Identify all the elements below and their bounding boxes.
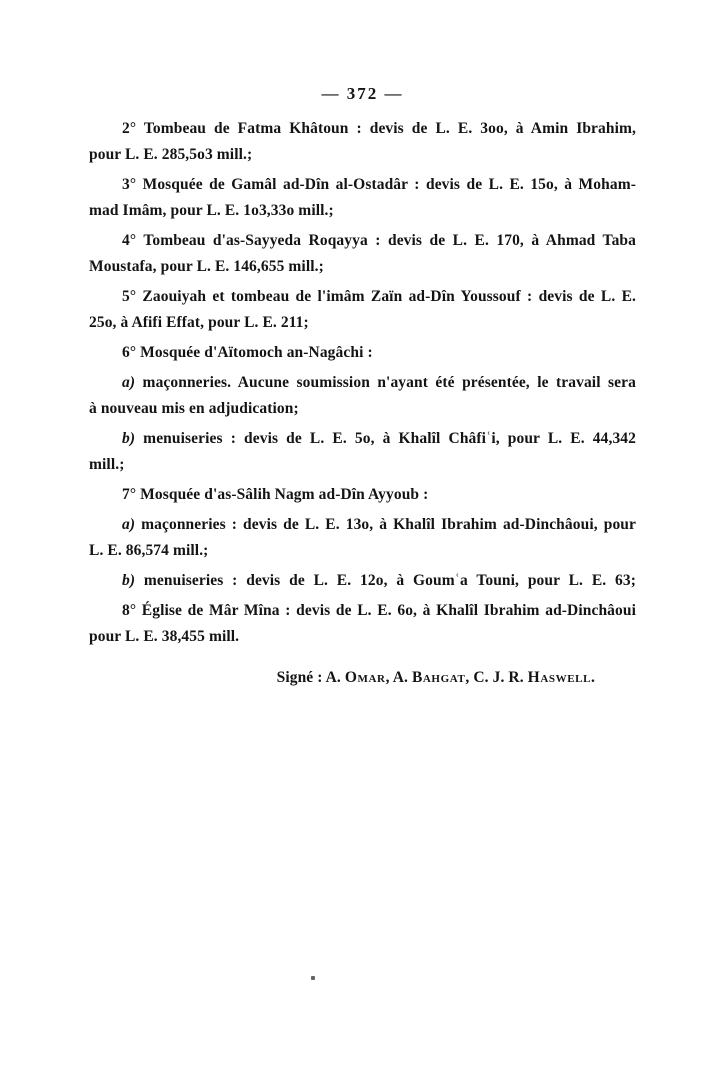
text-line: à nouveau mis en adjudication; [89,400,299,417]
text-line: 8° Église de Mâr Mîna : devis de L. E. 6o, à Khalîl Ibrahim ad-Dinchâoui [122,602,636,619]
text-line: a) maçonneries : devis de L. E. 13o, à Khalîl Ibrahim ad-Dinchâoui, pour [122,516,636,533]
paragraph [89,568,636,594]
text-line: b) menuiseries : devis de L. E. 5o, à Khalîl Châfiʿi, pour L. E. 44,342 [122,430,636,447]
signature-line [89,665,636,691]
text-line: pour L. E. 38,455 mill. [89,628,240,645]
paragraph [89,598,636,650]
signatory-name: Haswell [527,669,592,686]
text-line: 3° Mosquée de Gamâl ad-Dîn al-Ostadâr : devis de L. E. 15o, à Moham- [122,176,636,193]
item-marker: 6° [122,344,137,361]
item-marker: 3° [122,176,137,193]
text-line: 6° Mosquée d'Aïtomoch an-Nagâchi : [122,344,373,361]
text-line: Moustafa, pour L. E. 146,655 mill.; [89,258,324,275]
text-line: 25o, à Afifi Effat, pour L. E. 211; [89,314,309,331]
item-marker: b) [122,430,136,447]
item-marker: 8° [122,602,137,619]
paragraph [89,340,636,366]
print-speck-artifact [311,976,315,980]
text-line: 4° Tombeau d'as-Sayyeda Roqayya : devis de L. E. 170, à Ahmad Taba [122,232,636,249]
paragraph [89,426,636,478]
paragraph [89,512,636,564]
item-marker: a) [122,374,136,391]
signature-text: , A. [385,669,412,686]
signature-text: , C. J. R. [465,669,528,686]
item-marker: 4° [122,232,137,249]
signatory-name: Bahgat [411,669,466,686]
item-marker: 2° [122,120,137,137]
text-line: 7° Mosquée d'as-Sâlih Nagm ad-Dîn Ayyoub : [122,486,429,503]
item-marker: 5° [122,288,137,305]
paragraph [89,172,636,224]
text-line: pour L. E. 285,5o3 mill.; [89,146,253,163]
paragraph [89,370,636,422]
page-body [89,116,636,650]
signature-text: . [591,669,595,686]
page-number-header: — 372 — [321,84,404,103]
text-line: 2° Tombeau de Fatma Khâtoun : devis de L. E. 3oo, à Amin Ibrahim, [122,120,636,137]
text-line: L. E. 86,574 mill.; [89,542,209,559]
text-line: mad Imâm, pour L. E. 1o3,33o mill.; [89,202,334,219]
paragraph [89,482,636,508]
paragraph [89,284,636,336]
text-line: mill.; [89,456,125,473]
item-marker: b) [122,572,136,589]
signatory-name: Omar [344,669,386,686]
page-body-wrap [89,116,636,691]
item-marker: 7° [122,486,137,503]
item-marker: a) [122,516,136,533]
paragraph [89,116,636,168]
paragraph [89,228,636,280]
text-line: b) menuiseries : devis de L. E. 12o, à Goumʿa Touni, pour L. E. 63; [122,572,636,589]
signature-text: Signé : A. [276,669,345,686]
text-line: 5° Zaouiyah et tombeau de l'imâm Zaïn ad-Dîn Youssouf : devis de L. E. [122,288,636,305]
text-line: a) maçonneries. Aucune soumission n'ayant été présentée, le travail sera [122,374,636,391]
